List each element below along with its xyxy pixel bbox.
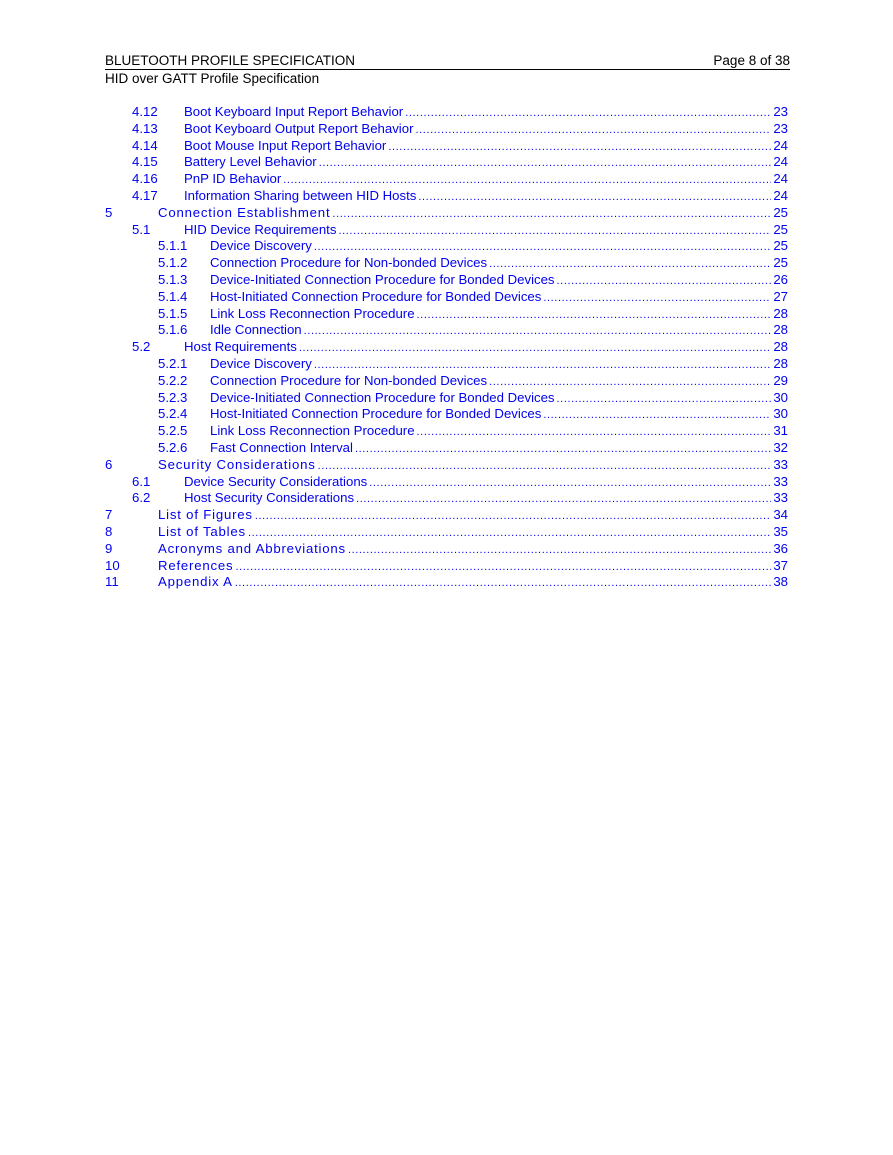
toc-dot-leader: [319, 157, 772, 169]
toc-page-number: 24: [773, 154, 788, 170]
toc-dot-leader: [489, 376, 771, 388]
toc-section-number: 9: [105, 540, 113, 556]
toc-section-title: Connection Establishment: [158, 204, 331, 220]
toc-section-number: 5.2.6: [158, 439, 188, 455]
toc-page-number: 33: [773, 456, 788, 472]
toc-section-number: 5.1.4: [158, 288, 188, 304]
toc-page-number: 23: [773, 120, 788, 136]
toc-dot-leader: [283, 174, 771, 186]
toc-entry[interactable]: [105, 474, 788, 491]
table-of-contents: [105, 104, 788, 591]
toc-section-number: 5.2: [132, 339, 151, 355]
toc-page-number: 25: [773, 221, 788, 237]
toc-page-number: 31: [773, 423, 788, 439]
toc-dot-leader: [314, 241, 771, 253]
toc-section-title: Information Sharing between HID Hosts: [184, 187, 417, 203]
toc-page-number: 25: [773, 238, 788, 254]
toc-section-number: 5.2.5: [158, 423, 188, 439]
toc-section-title: Boot Mouse Input Report Behavior: [184, 137, 387, 153]
toc-page-number: 24: [773, 171, 788, 187]
toc-entry[interactable]: [105, 306, 788, 323]
toc-dot-leader: [248, 527, 771, 539]
toc-page-number: 38: [773, 574, 788, 590]
toc-entry[interactable]: [105, 255, 788, 272]
toc-section-number: 4.12: [132, 104, 158, 119]
toc-dot-leader: [332, 208, 771, 220]
toc-entry[interactable]: [105, 390, 788, 407]
toc-page-number: 37: [773, 557, 788, 573]
toc-entry[interactable]: [105, 238, 788, 255]
toc-section-number: 5.1.5: [158, 305, 188, 321]
toc-dot-leader: [318, 460, 772, 472]
toc-dot-leader: [355, 443, 771, 455]
toc-page-number: 26: [773, 271, 788, 287]
toc-page-number: 25: [773, 255, 788, 271]
toc-section-title: Device Security Considerations: [184, 473, 368, 489]
toc-section-number: 5.1.2: [158, 255, 188, 271]
toc-section-number: 6.2: [132, 490, 151, 506]
toc-section-number: 5.1: [132, 221, 151, 237]
page-header: [105, 52, 790, 88]
toc-entry[interactable]: [105, 356, 788, 373]
toc-entry[interactable]: [105, 541, 788, 558]
toc-section-title: Host Requirements: [184, 339, 297, 355]
toc-entry[interactable]: [105, 457, 788, 474]
toc-page-number: 23: [773, 104, 788, 119]
toc-section-number: 5.2.3: [158, 389, 188, 405]
toc-page-number: 30: [773, 406, 788, 422]
toc-dot-leader: [388, 141, 771, 153]
toc-dot-leader: [415, 124, 771, 136]
toc-page-number: 29: [773, 372, 788, 388]
toc-page-number: 34: [773, 507, 788, 523]
toc-entry[interactable]: [105, 574, 788, 591]
toc-entry[interactable]: [105, 507, 788, 524]
toc-dot-leader: [557, 393, 772, 405]
toc-section-number: 5.1.3: [158, 271, 188, 287]
header-row: [105, 52, 790, 69]
toc-dot-leader: [255, 510, 772, 522]
toc-entry[interactable]: [105, 121, 788, 138]
toc-dot-leader: [417, 309, 772, 321]
toc-page-number: 28: [773, 355, 788, 371]
toc-section-number: 8: [105, 523, 113, 539]
toc-section-title: Boot Keyboard Input Report Behavior: [184, 104, 404, 119]
toc-section-title: Host-Initiated Connection Procedure for Bonded Devices: [210, 288, 542, 304]
toc-dot-leader: [557, 275, 772, 287]
toc-section-number: 4.17: [132, 187, 158, 203]
toc-dot-leader: [543, 292, 771, 304]
toc-entry[interactable]: [105, 490, 788, 507]
toc-entry[interactable]: [105, 322, 788, 339]
toc-page-number: 33: [773, 490, 788, 506]
toc-section-title: Host-Initiated Connection Procedure for Bonded Devices: [210, 406, 542, 422]
toc-dot-leader: [299, 342, 771, 354]
toc-section-title: Fast Connection Interval: [210, 439, 353, 455]
toc-entry[interactable]: [105, 406, 788, 423]
toc-section-title: Device-Initiated Connection Procedure for Bonded Devices: [210, 271, 555, 287]
toc-section-number: 11: [105, 574, 119, 590]
toc-section-number: 5.2.4: [158, 406, 188, 422]
toc-dot-leader: [314, 359, 771, 371]
toc-section-title: Device Discovery: [210, 355, 312, 371]
toc-entry[interactable]: [105, 440, 788, 457]
toc-page-number: 28: [773, 339, 788, 355]
toc-section-title: Host Security Considerations: [184, 490, 355, 506]
toc-section-title: Connection Procedure for Non-bonded Devices: [210, 372, 488, 388]
toc-dot-leader: [348, 544, 771, 556]
toc-section-title: PnP ID Behavior: [184, 171, 282, 187]
toc-section-title: List of Tables: [158, 523, 246, 539]
toc-entry[interactable]: [105, 272, 788, 289]
toc-section-number: 5.2.1: [158, 355, 188, 371]
toc-page-number: 28: [773, 305, 788, 321]
spec-title: BLUETOOTH PROFILE SPECIFICATION: [105, 53, 356, 68]
toc-page-number: 28: [773, 322, 788, 338]
toc-section-number: 5: [105, 204, 113, 220]
toc-dot-leader: [489, 258, 771, 270]
toc-page-number: 30: [773, 389, 788, 405]
toc-section-title: Connection Procedure for Non-bonded Devices: [210, 255, 488, 271]
toc-section-number: 4.13: [132, 120, 158, 136]
toc-entry[interactable]: [105, 222, 788, 239]
toc-entry[interactable]: [105, 205, 788, 222]
toc-page-number: 33: [773, 473, 788, 489]
toc-entry[interactable]: [105, 558, 788, 575]
toc-page-number: 35: [773, 523, 788, 539]
page-number: Page 8 of 38: [713, 53, 790, 68]
toc-page-number: 24: [773, 187, 788, 203]
toc-section-number: 5.2.2: [158, 372, 188, 388]
toc-page-number: 27: [773, 288, 788, 304]
toc-page-number: 36: [773, 540, 788, 556]
toc-section-number: 5.1.1: [158, 238, 188, 254]
toc-dot-leader: [235, 561, 771, 573]
toc-page-number: 32: [773, 439, 788, 455]
toc-entry[interactable]: [105, 171, 788, 188]
toc-section-title: References: [158, 557, 234, 573]
toc-section-title: Boot Keyboard Output Report Behavior: [184, 120, 414, 136]
toc-section-title: Device-Initiated Connection Procedure for Bonded Devices: [210, 389, 555, 405]
toc-entry[interactable]: [105, 524, 788, 541]
toc-dot-leader: [543, 409, 771, 421]
toc-section-title: Link Loss Reconnection Procedure: [210, 423, 415, 439]
toc-entry[interactable]: [105, 339, 788, 356]
toc-section-number: 4.16: [132, 171, 158, 187]
document-subtitle: HID over GATT Profile Specification: [105, 71, 320, 86]
toc-section-title: Battery Level Behavior: [184, 154, 317, 170]
toc-entry[interactable]: [105, 104, 788, 121]
toc-entry[interactable]: [105, 154, 788, 171]
toc-entry[interactable]: [105, 373, 788, 390]
toc-entry[interactable]: [105, 138, 788, 155]
toc-section-title: HID Device Requirements: [184, 221, 337, 237]
toc-section-title: Security Considerations: [158, 456, 316, 472]
toc-section-title: Link Loss Reconnection Procedure: [210, 305, 415, 321]
toc-section-number: 5.1.6: [158, 322, 188, 338]
toc-dot-leader: [356, 493, 771, 505]
toc-page-number: 24: [773, 137, 788, 153]
toc-dot-leader: [338, 225, 771, 237]
toc-section-number: 10: [105, 557, 120, 573]
toc-entry[interactable]: [105, 289, 788, 306]
toc-section-number: 6: [105, 456, 113, 472]
toc-dot-leader: [418, 191, 771, 203]
toc-dot-leader: [304, 325, 772, 337]
toc-dot-leader: [405, 107, 771, 119]
toc-section-title: Device Discovery: [210, 238, 312, 254]
toc-page-number: 25: [773, 204, 788, 220]
toc-section-number: 7: [105, 507, 113, 523]
toc-entry[interactable]: [105, 423, 788, 440]
toc-section-number: 4.14: [132, 137, 158, 153]
toc-section-title: List of Figures: [158, 507, 253, 523]
toc-dot-leader: [235, 577, 772, 589]
toc-dot-leader: [369, 477, 771, 489]
toc-section-number: 6.1: [132, 473, 151, 489]
toc-entry[interactable]: [105, 188, 788, 205]
toc-dot-leader: [417, 426, 772, 438]
toc-section-number: 4.15: [132, 154, 158, 170]
toc-section-title: Idle Connection: [210, 322, 302, 338]
toc-section-title: Acronyms and Abbreviations: [158, 540, 346, 556]
toc-section-title: Appendix A: [158, 574, 233, 590]
